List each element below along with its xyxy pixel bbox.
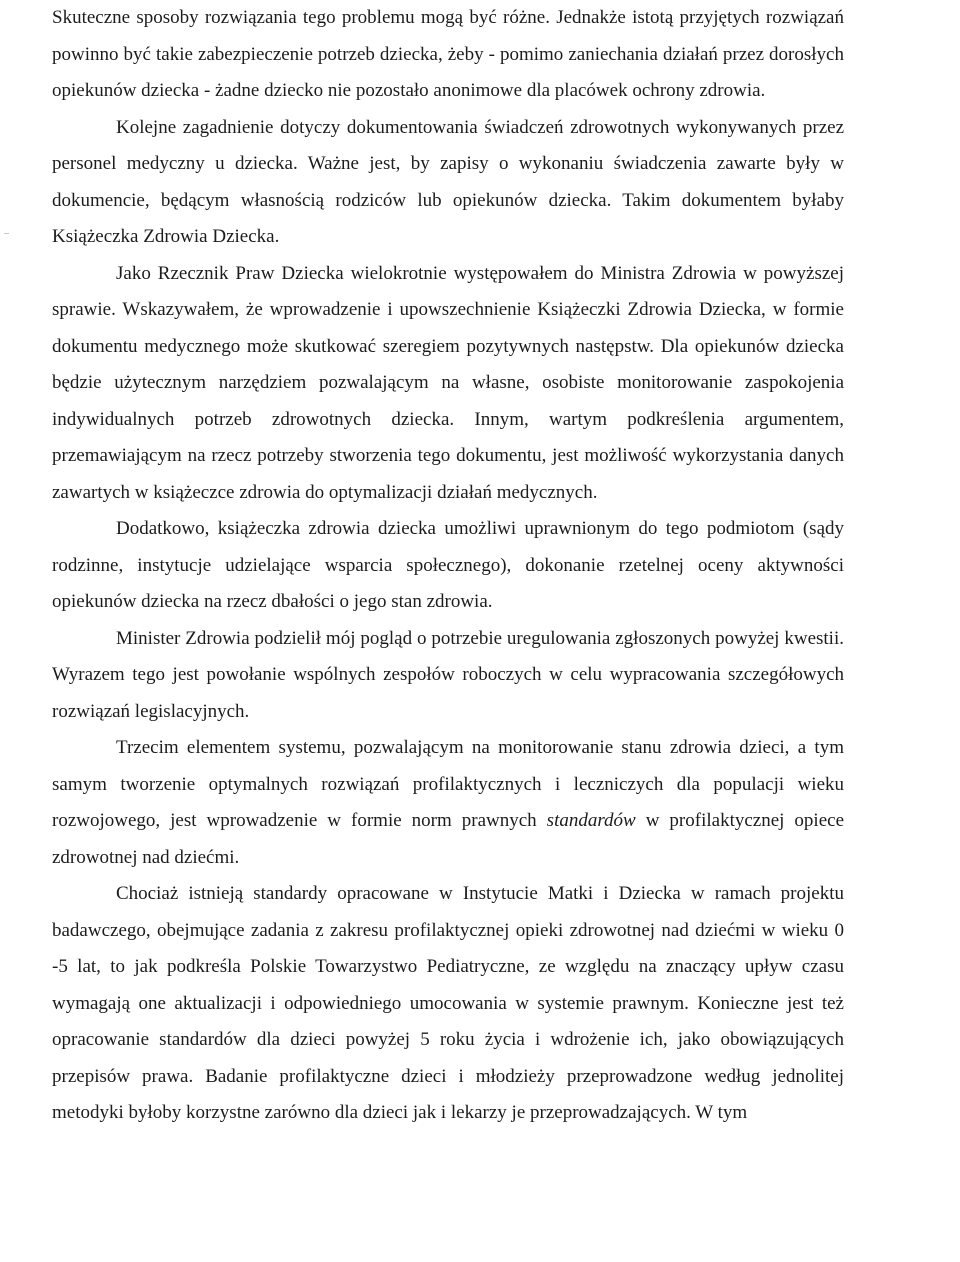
paragraph-6-emphasis: standardów [546,810,636,831]
paragraph-6-text-before: Trzecim elementem systemu, pozwalającym na monitorowanie stanu zdrowia dzieci, a tym samym tworzenie optymalnych rozwiązań profilaktycznych i leczniczych dla populacji wieku rozwojowego, jest wprowadzenie w formie norm prawnych [52,737,844,831]
document-page [52,0,844,1132]
margin-scan-mark [4,233,9,234]
paragraph-7: Chociaż istnieją standardy opracowane w Instytucie Matki i Dziecka w ramach projektu badawczego, obejmujące zadania z zakresu profilaktycznej opieki zdrowotnej nad dziećmi w wieku 0 -5 lat, to jak podkreśla Polskie Towarzystwo Pediatryczne, ze względu na znaczący upływ czasu wymagają one aktualizacji i odpowiedniego umocowania w systemie prawnym. Konieczne jest też opracowanie standardów dla dzieci powyżej 5 roku życia i wdrożenie ich, jako obowiązujących przepisów prawa. Badanie profilaktyczne dzieci i młodzieży przeprowadzone według jednolitej metodyki byłoby korzystne zarówno dla dzieci jak i lekarzy je przeprowadzających. W tym [52,883,844,1123]
paragraph-1: Skuteczne sposoby rozwiązania tego problemu mogą być różne. Jednakże istotą przyjętych rozwiązań powinno być takie zabezpieczenie potrzeb dziecka, żeby - pomimo zaniechania działań przez dorosłych opiekunów dziecka - żadne dziecko nie pozostało anonimowe dla placówek ochrony zdrowia. [52,7,844,101]
paragraph-4: Dodatkowo, książeczka zdrowia dziecka umożliwi uprawnionym do tego podmiotom (sądy rodzinne, instytucje udzielające wsparcia społecznego), dokonanie rzetelnej oceny aktywności opiekunów dziecka na rzecz dbałości o jego stan zdrowia. [52,518,844,612]
paragraph-3: Jako Rzecznik Praw Dziecka wielokrotnie występowałem do Ministra Zdrowia w powyższej sprawie. Wskazywałem, że wprowadzenie i upowszechnienie Książeczki Zdrowia Dziecka, w formie dokumentu medycznego może skutkować szeregiem pozytywnych następstw. Dla opiekunów dziecka będzie użytecznym narzędziem pozwalającym na własne, osobiste monitorowanie zaspokojenia indywidualnych potrzeb zdrowotnych dziecka. Innym, wartym podkreślenia argumentem, przemawiającym na rzecz potrzeby stworzenia tego dokumentu, jest możliwość wykorzystania danych zawartych w książeczce zdrowia do optymalizacji działań medycznych. [52,262,844,503]
paragraph-6 [52,730,844,876]
paragraph-5: Minister Zdrowia podzielił mój pogląd o potrzebie uregulowania zgłoszonych powyżej kwestii. Wyrazem tego jest powołanie wspólnych zespołów roboczych w celu wypracowania szczegółowych rozwiązań legislacyjnych. [52,627,844,722]
paragraph-2: Kolejne zagadnienie dotyczy dokumentowania świadczeń zdrowotnych wykonywanych przez personel medyczny u dziecka. Ważne jest, by zapisy o wykonaniu świadczenia zawarte były w dokumencie, będącym własnością rodziców lub opiekunów dziecka. Takim dokumentem byłaby Książeczka Zdrowia Dziecka. [52,116,844,247]
paragraph-6-text-after: w profilaktycznej opiece zdrowotnej nad dziećmi. [52,810,844,868]
